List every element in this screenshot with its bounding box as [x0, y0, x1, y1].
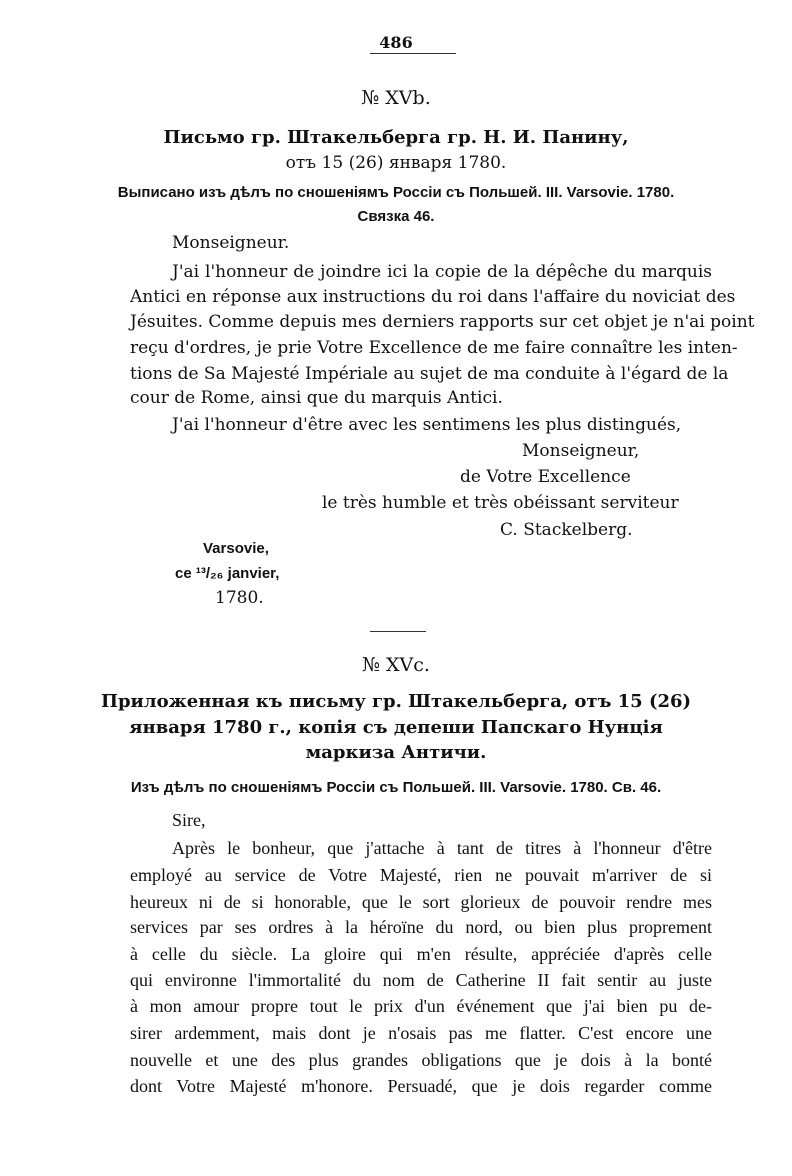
- doc2-title-line: маркиза Античи.: [305, 742, 487, 763]
- doc2-paragraph-line: employé au service de Votre Majesté, rien ne pouvait m'arriver de si: [130, 865, 712, 885]
- page-number: 486: [379, 33, 413, 52]
- doc1-date: отъ 15 (26) января 1780.: [285, 153, 507, 173]
- doc2-title-line: Приложенная къ письму гр. Штакельберга, отъ 15 (26): [100, 691, 692, 712]
- doc1-closing: J'ai l'honneur d'être avec les sentimens les plus distingués,: [172, 415, 682, 435]
- page-number-rule: [370, 53, 456, 54]
- doc2-number: № XVc.: [362, 654, 430, 676]
- doc2-paragraph-line: à celle du siècle. La gloire qui m'en résulte, appréciée d'après celle: [130, 944, 712, 964]
- doc2-paragraph-line: sirer ardemment, mais dont je n'osais pas me flatter. C'est encore une: [130, 1023, 712, 1043]
- doc2-title-line: января 1780 г., копія съ депеши Папскаго Нунція: [129, 717, 663, 738]
- doc1-signoff-line: Monseigneur,: [522, 441, 640, 461]
- doc2-salutation: Sire,: [172, 810, 206, 830]
- doc1-number: № XVb.: [361, 87, 431, 109]
- doc2-paragraph-line: services par ses ordres à la héroïne du nord, ou bien plus proprement: [130, 917, 712, 937]
- doc1-title: Письмо гр. Штакельберга гр. Н. И. Панину,: [163, 127, 629, 148]
- doc1-paragraph-line: Jésuites. Comme depuis mes derniers rapports sur cet objet je n'ai point: [130, 312, 755, 332]
- doc1-signoff-line: de Votre Excellence: [460, 467, 631, 487]
- doc2-paragraph-line: heureux ni de si honorable, que le sort glorieux de pouvoir rendre mes: [130, 892, 712, 912]
- doc1-place-date: ce ¹³/₂₆ janvier,: [175, 565, 280, 582]
- doc1-signature: C. Stackelberg.: [500, 520, 633, 540]
- doc2-paragraph-line: dont Votre Majesté m'honore. Persuadé, que je dois regarder comme: [130, 1076, 712, 1096]
- doc1-paragraph-line: reçu d'ordres, je prie Votre Excellence de me faire connaître les inten-: [130, 338, 738, 358]
- doc1-paragraph-line: cour de Rome, ainsi que du marquis Antici.: [130, 388, 503, 408]
- doc2-paragraph-line: Après le bonheur, que j'attache à tant de titres à l'honneur d'être: [172, 838, 712, 858]
- doc1-place-year: 1780.: [215, 588, 264, 608]
- doc1-signoff-line: le très humble et très obéissant serviteur: [322, 493, 679, 513]
- doc1-source: Выписано изъ дѣлъ по сношеніямъ Россіи съ Польшей. III. Varsovie. 1780.: [117, 184, 675, 201]
- doc1-paragraph-line: Antici en réponse aux instructions du roi dans l'affaire du noviciat des: [130, 287, 736, 307]
- doc2-source: Изъ дѣлъ по сношеніямъ Россіи съ Польшей. III. Varsovie. 1780. Св. 46.: [130, 779, 662, 796]
- doc1-paragraph-line: J'ai l'honneur de joindre ici la copie de la dépêche du marquis: [172, 262, 712, 282]
- doc1-paragraph-line: tions de Sa Majesté Impériale au sujet de ma conduite à l'égard de la: [130, 364, 729, 384]
- doc2-paragraph-line: à mon amour propre tout le prix d'un événement que j'ai bien pu de-: [130, 996, 712, 1016]
- section-divider: [370, 631, 426, 632]
- doc1-salutation: Monseigneur.: [172, 233, 290, 253]
- doc1-bundle: Связка 46.: [357, 208, 435, 225]
- doc1-place: Varsovie,: [203, 540, 269, 557]
- doc2-paragraph-line: qui environne l'immortalité du nom de Catherine II fait sentir au juste: [130, 970, 712, 990]
- doc2-paragraph-line: nouvelle et une des plus grandes obligations que je dois à la bonté: [130, 1050, 712, 1070]
